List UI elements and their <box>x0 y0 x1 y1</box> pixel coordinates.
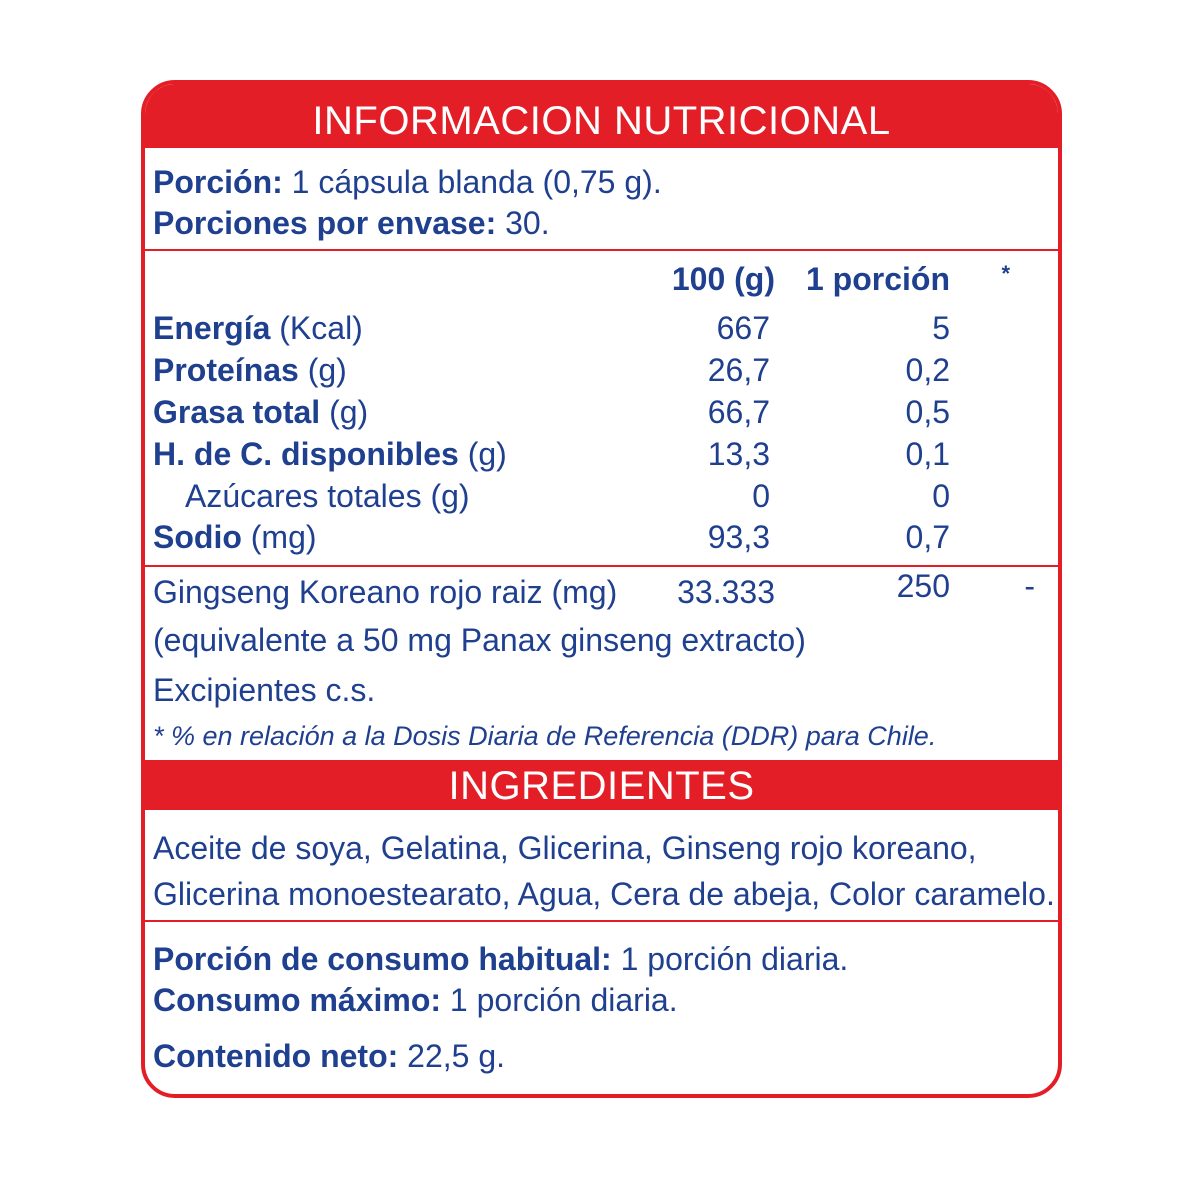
col-header-ddr: * <box>1001 261 1010 286</box>
col-header-per-portion: 1 porción <box>805 261 950 297</box>
row-energia-label: Energía (Kcal) <box>153 310 363 346</box>
ingredients-line-2: Glicerina monoestearato, Agua, Cera de abeja, Color caramelo. <box>153 876 1055 912</box>
row-azucares-per-portion: 0 <box>932 478 950 514</box>
nutrition-title: INFORMACION NUTRICIONAL <box>145 84 1058 148</box>
divider <box>145 249 1058 251</box>
row-sodio-per-portion: 0,7 <box>905 519 950 555</box>
portions-per-pack-line: Porciones por envase: 30. <box>153 205 550 241</box>
ginseng-per100: 33.333 <box>677 574 775 610</box>
row-grasa-per-portion: 0,5 <box>905 394 950 430</box>
row-proteinas-per100: 26,7 <box>707 352 770 388</box>
ginseng-note: (equivalente a 50 mg Panax ginseng extracto) <box>153 622 806 658</box>
footnote: * % en relación a la Dosis Diaria de Referencia (DDR) para Chile. <box>153 721 937 751</box>
ingredients-line-1: Aceite de soya, Gelatina, Glicerina, Ginseng rojo koreano, <box>153 830 977 866</box>
row-sodio-per100: 93,3 <box>707 519 770 555</box>
row-hc-per-portion: 0,1 <box>905 436 950 472</box>
portion-line: Porción: 1 cápsula blanda (0,75 g). <box>153 164 662 200</box>
habitual-line: Porción de consumo habitual: 1 porción diaria. <box>153 941 849 977</box>
max-line: Consumo máximo: 1 porción diaria. <box>153 982 678 1018</box>
excipients: Excipientes c.s. <box>153 672 376 708</box>
ginseng-label: Gingseng Koreano rojo raiz (mg) <box>153 574 618 610</box>
ginseng-ddr: - <box>1024 568 1035 604</box>
divider <box>145 565 1058 567</box>
row-proteinas-per-portion: 0,2 <box>905 352 950 388</box>
row-sodio-label: Sodio (mg) <box>153 519 317 555</box>
row-proteinas-label: Proteínas (g) <box>153 352 347 388</box>
row-azucares-label: Azúcares totales (g) <box>185 478 470 514</box>
row-energia-per100: 667 <box>716 310 770 346</box>
nutrition-label <box>141 80 1062 1098</box>
row-grasa-label: Grasa total (g) <box>153 394 369 430</box>
row-hc-label: H. de C. disponibles (g) <box>153 436 507 472</box>
row-hc-per100: 13,3 <box>707 436 770 472</box>
ginseng-per-portion: 250 <box>896 568 950 604</box>
row-energia-per-portion: 5 <box>932 310 950 346</box>
net-content-line: Contenido neto: 22,5 g. <box>153 1038 506 1074</box>
divider <box>145 920 1058 922</box>
col-header-per100: 100 (g) <box>671 261 775 297</box>
ingredients-title: INGREDIENTES <box>145 760 1058 810</box>
row-grasa-per100: 66,7 <box>707 394 770 430</box>
row-azucares-per100: 0 <box>752 478 770 514</box>
